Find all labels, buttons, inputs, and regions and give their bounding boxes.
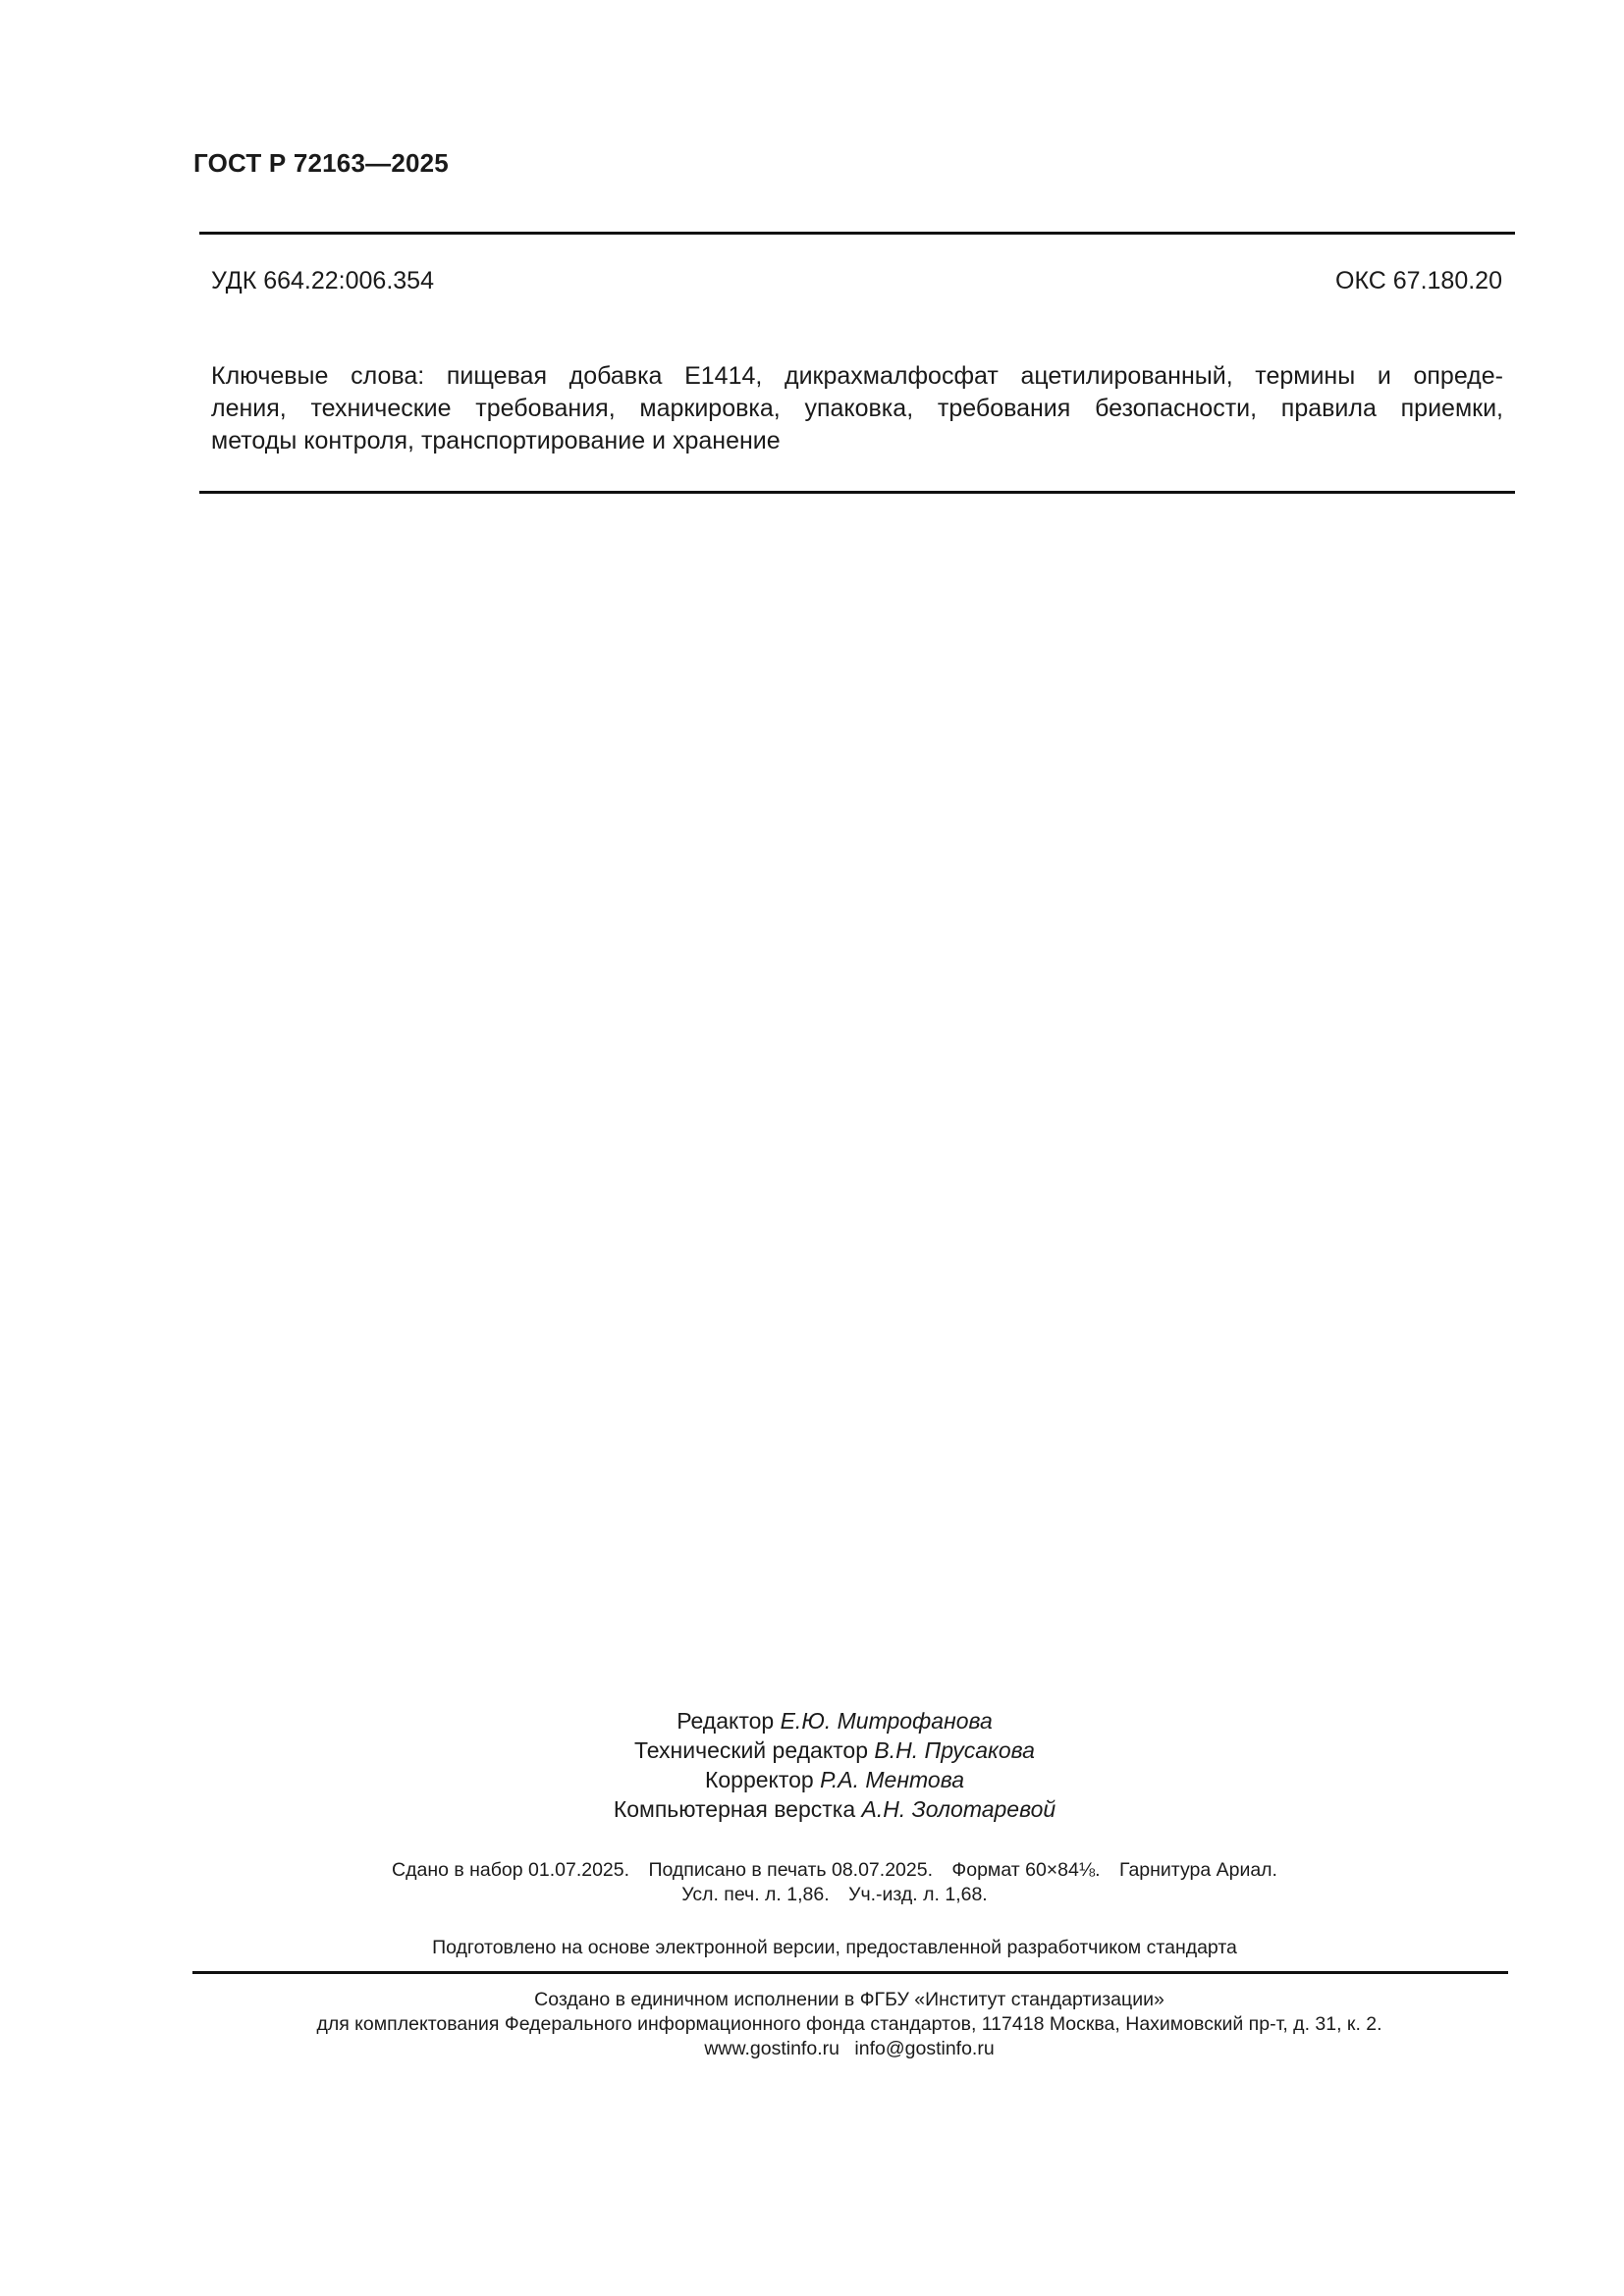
- prepared-note: Подготовлено на основе электронной версии, предоставленной разработчиком стандарта: [432, 1937, 1237, 1958]
- keywords-block: [211, 360, 1503, 457]
- top-divider: [199, 232, 1515, 235]
- credit-role: Технический редактор: [634, 1737, 869, 1763]
- imprint-line-2: [295, 1883, 1375, 1907]
- credits-block: [393, 1706, 1276, 1824]
- submitted-date: Сдано в набор 01.07.2025.: [392, 1859, 630, 1881]
- keywords-divider: [199, 491, 1515, 494]
- credit-name: А.Н. Золотаревой: [861, 1796, 1056, 1822]
- footer-line-2: для комплектования Федерального информационного фонда стандартов, 117418 Москва, Нахимовский пр-т, д. 31, к. 2.: [316, 2013, 1382, 2035]
- printed-sheets: Усл. печ. л. 1,86.: [681, 1884, 830, 1905]
- document-code: ГОСТ Р 72163—2025: [193, 148, 449, 178]
- credit-technical-editor: [393, 1735, 1276, 1765]
- credit-name: Р.А. Ментова: [820, 1767, 964, 1792]
- credit-proofreader: [393, 1765, 1276, 1794]
- keywords-line: методы контроля, транспортирование и хранение: [211, 427, 781, 454]
- credit-role: Корректор: [704, 1767, 814, 1792]
- oks-code: ОКС 67.180.20: [1335, 267, 1502, 294]
- footer-contacts: [196, 2037, 1502, 2061]
- imprint-block: [295, 1858, 1375, 1907]
- footer-block: [196, 1988, 1502, 2061]
- credit-name: В.Н. Прусакова: [874, 1737, 1035, 1763]
- publisher-sheets: Уч.-изд. л. 1,68.: [848, 1884, 988, 1905]
- signed-date: Подписано в печать 08.07.2025.: [648, 1859, 933, 1881]
- keywords-line: Ключевые слова: пищевая добавка Е1414, дикрахмалфосфат ацетилированный, термины и опреде-: [211, 362, 1503, 390]
- imprint-line-1: [295, 1858, 1375, 1883]
- credit-editor: [393, 1706, 1276, 1735]
- footer-line-1: Создано в единичном исполнении в ФГБУ «Институт стандартизации»: [534, 1989, 1164, 2010]
- typeface: Гарнитура Ариал.: [1118, 1859, 1277, 1881]
- credit-role: Компьютерная верстка: [613, 1796, 856, 1822]
- keywords-line: ления, технические требования, маркировка, упаковка, требования безопасности, правила приемки,: [211, 395, 1503, 422]
- paper-format: Формат 60×84⅛.: [951, 1859, 1101, 1881]
- email-link[interactable]: info@gostinfo.ru: [854, 2038, 995, 2059]
- udk-code: УДК 664.22:006.354: [211, 267, 434, 294]
- website-link[interactable]: www.gostinfo.ru: [704, 2038, 839, 2059]
- footer-divider: [192, 1971, 1508, 1974]
- credit-name: Е.Ю. Митрофанова: [780, 1708, 993, 1734]
- credit-layout: [393, 1794, 1276, 1824]
- credit-role: Редактор: [677, 1708, 775, 1734]
